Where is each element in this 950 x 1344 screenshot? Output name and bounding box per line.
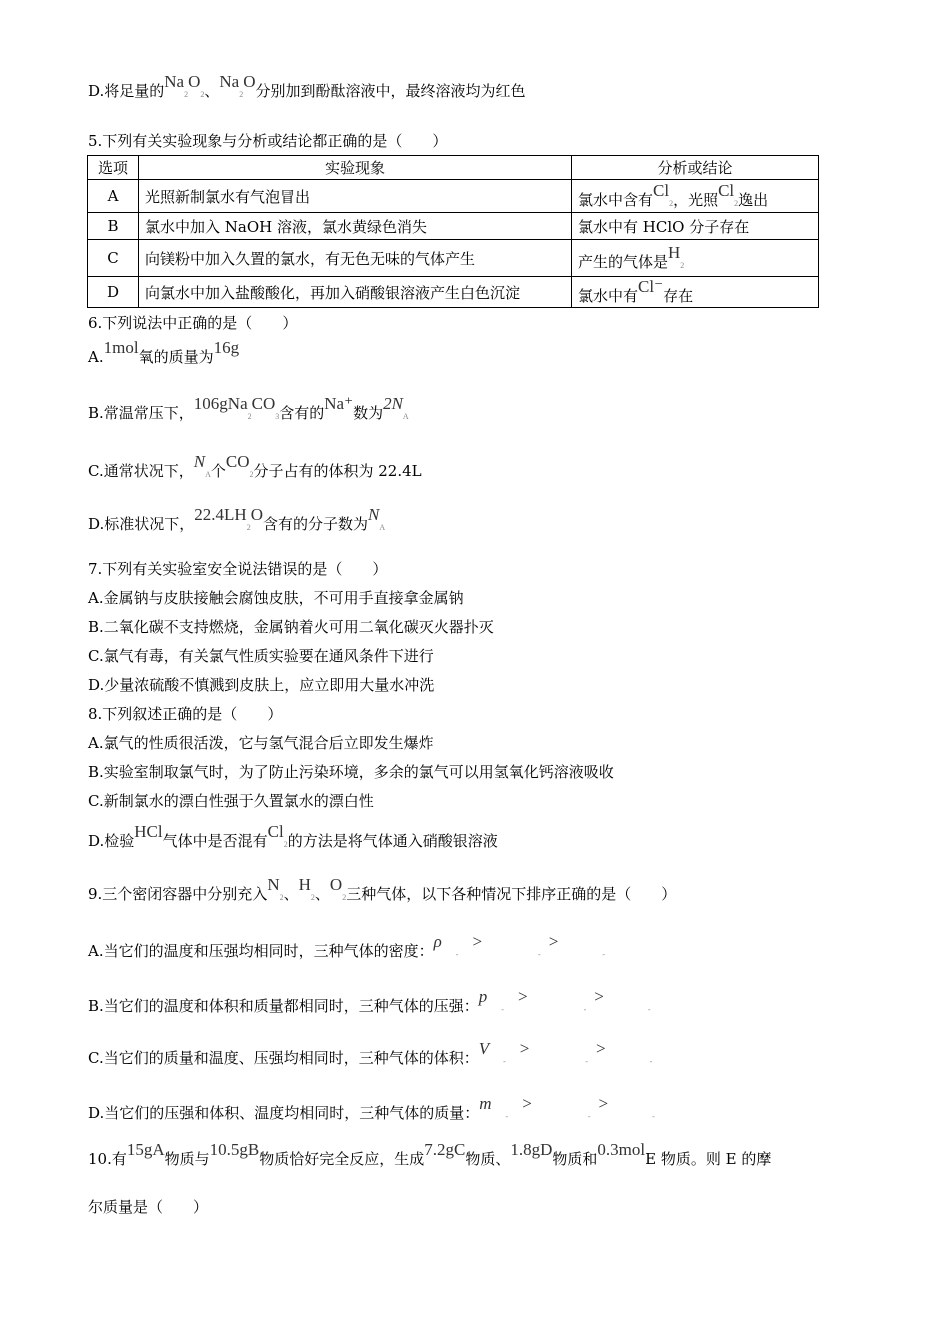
q7-stem: 7.下列有关实验室安全说法错误的是（ ） — [88, 560, 388, 578]
q9-option-c: C.当它们的质量和温度、压强均相同时，三种气体的体积：$V_->_->_-$ — [88, 1039, 653, 1067]
q9-option-d: D.当它们的压强和体积、温度均相同时，三种气体的质量：$m_->_->_-$ — [88, 1094, 655, 1122]
q4-option-d: D.将足量的$Na_2O_2$、$Na_2O$分别加到酚酞溶液中，最终溶液均为红色 — [88, 72, 526, 100]
row-conclusion: 氯水中有 HClO 分子存在 — [572, 213, 819, 240]
q6-option-b: B.常温常压下，$106gNa_2CO_3$含有的Na⁺数为$2N_A$ — [88, 394, 409, 422]
q9-option-b: B.当它们的温度和体积和质量都相同时，三种气体的压强：$p_->_->_-$ — [88, 987, 651, 1015]
q9-option-a: A.当它们的温度和压强均相同时，三种气体的密度：$\rho_->_->_-$ — [88, 932, 605, 960]
volume-ranking: $V_->_->_-$ — [478, 1039, 653, 1066]
formula-16g: 16g — [213, 338, 240, 357]
q6-stem: 6.下列说法中正确的是（ ） — [88, 314, 298, 332]
q8-option-b: B.实验室制取氯气时，为了防止污染环境，多余的氯气可以用氢氧化钙溶液吸收 — [88, 763, 614, 781]
formula-0-3mol: 0.3mol — [597, 1140, 646, 1159]
formula-na2o2: $Na_2O_2$ — [164, 72, 205, 99]
formula-h2: $H_2$ — [668, 242, 685, 270]
table-row — [88, 240, 819, 277]
row-conclusion: 产生的气体是$H_2$ — [572, 240, 819, 277]
row-conclusion: 氯水中含有$Cl_2$，光照$Cl_2$逸出 — [572, 180, 819, 213]
q8-option-c: C.新制氯水的漂白性强于久置氯水的漂白性 — [88, 792, 374, 810]
formula-co2: $CO_2$ — [225, 452, 254, 479]
row-conclusion: 氯水中有Cl⁻存在 — [572, 277, 819, 308]
formula-cl2: $Cl_2$ — [718, 180, 739, 208]
q6-option-c: C.通常状况下，$N_A$个$CO_2$分子占有的体积为 22.4L — [88, 452, 422, 480]
row-phenomenon: 向氯水中加入盐酸酸化，再加入硝酸银溶液产生白色沉淀 — [139, 277, 572, 308]
q8-option-a: A.氯气的性质很活泼，它与氢气混合后立即发生爆炸 — [88, 734, 434, 752]
formula-na2o: $Na_2O$ — [219, 72, 256, 99]
formula-cl2: $Cl_2$ — [653, 180, 674, 208]
header-conclusion: 分析或结论 — [572, 156, 819, 180]
q4d-text: D.将足量的 — [88, 82, 165, 100]
row-phenomenon: 氯水中加入 NaOH 溶液，氯水黄绿色消失 — [139, 213, 572, 240]
formula-na: $N_A$ — [367, 505, 386, 532]
row-option: A — [88, 180, 139, 213]
formula-na2co3: $106gNa_2CO_3$ — [193, 394, 280, 421]
row-phenomenon: 光照新制氯水有气泡冒出 — [139, 180, 572, 213]
formula-2na: $2N_A$ — [383, 394, 409, 421]
formula-cl2: $Cl_2$ — [267, 822, 288, 849]
mass-ranking: $m_->_->_-$ — [479, 1094, 655, 1121]
formula-h2o: $22.4LH_2O$ — [194, 505, 263, 532]
q7-option-a: A.金属钠与皮肤接触会腐蚀皮肤，不可用手直接拿金属钠 — [88, 589, 464, 607]
table-row — [88, 277, 819, 308]
q9-stem: 9.三个密闭容器中分别充入$N_2$、$H_2$、$O_2$三种气体，以下各种情况下排序正确的是（ ） — [88, 875, 677, 903]
formula-na-ion: Na⁺ — [324, 394, 354, 413]
q5-stem: 5.下列有关实验现象与分析或结论都正确的是（ ） — [88, 132, 448, 150]
formula-n2: $N_2$ — [267, 875, 284, 902]
table-header-row — [88, 156, 819, 180]
q6-option-d: D.标准状况下，$22.4LH_2O$含有的分子数为$N_A$ — [88, 505, 386, 533]
formula-1mol: 1mol — [103, 338, 139, 357]
row-option: B — [88, 213, 139, 240]
row-phenomenon: 向镁粉中加入久置的氯水，有无色无味的气体产生 — [139, 240, 572, 277]
formula-na: $N_A$ — [193, 452, 211, 479]
header-phenomenon: 实验现象 — [139, 156, 572, 180]
q7-option-c: C.氯气有毒，有关氯气性质实验要在通风条件下进行 — [88, 647, 434, 665]
q5-table — [87, 155, 819, 308]
formula-h2: $H_2$ — [298, 875, 315, 902]
formula-cl-ion: Cl⁻ — [638, 276, 664, 296]
row-option: C — [88, 240, 139, 277]
pressure-ranking: $p_->_->_-$ — [478, 987, 651, 1014]
formula-hcl: HCl — [134, 822, 163, 841]
formula-15ga: 15gA — [126, 1140, 165, 1159]
q10-stem-line2: 尔质量是（ ） — [88, 1198, 209, 1216]
formula-10-5gb: 10.5gB — [209, 1140, 260, 1159]
q8-stem: 8.下列叙述正确的是（ ） — [88, 705, 283, 723]
formula-7-2gc: 7.2gC — [424, 1140, 466, 1159]
density-ranking: $\rho_->_->_-$ — [433, 932, 605, 959]
table-row — [88, 180, 819, 213]
q10-stem: 10.有15gA物质与10.5gB物质恰好完全反应，生成7.2gC物质、1.8gD物质和0.3molE 物质。则 E 的摩 — [88, 1140, 772, 1168]
header-option: 选项 — [88, 156, 139, 180]
q7-option-b: B.二氧化碳不支持燃烧，金属钠着火可用二氧化碳灭火器扑灭 — [88, 618, 494, 636]
formula-1-8gd: 1.8gD — [510, 1140, 553, 1159]
q7-option-d: D.少量浓硫酸不慎溅到皮肤上，应立即用大量水冲洗 — [88, 676, 435, 694]
q6-option-a: A.1mol氧的质量为16g — [88, 338, 240, 366]
formula-o2: $O_2$ — [329, 875, 347, 902]
row-option: D — [88, 277, 139, 308]
table-row — [88, 213, 819, 240]
q8-option-d: D.检验HCl气体中是否混有$Cl_2$的方法是将气体通入硝酸银溶液 — [88, 822, 498, 850]
